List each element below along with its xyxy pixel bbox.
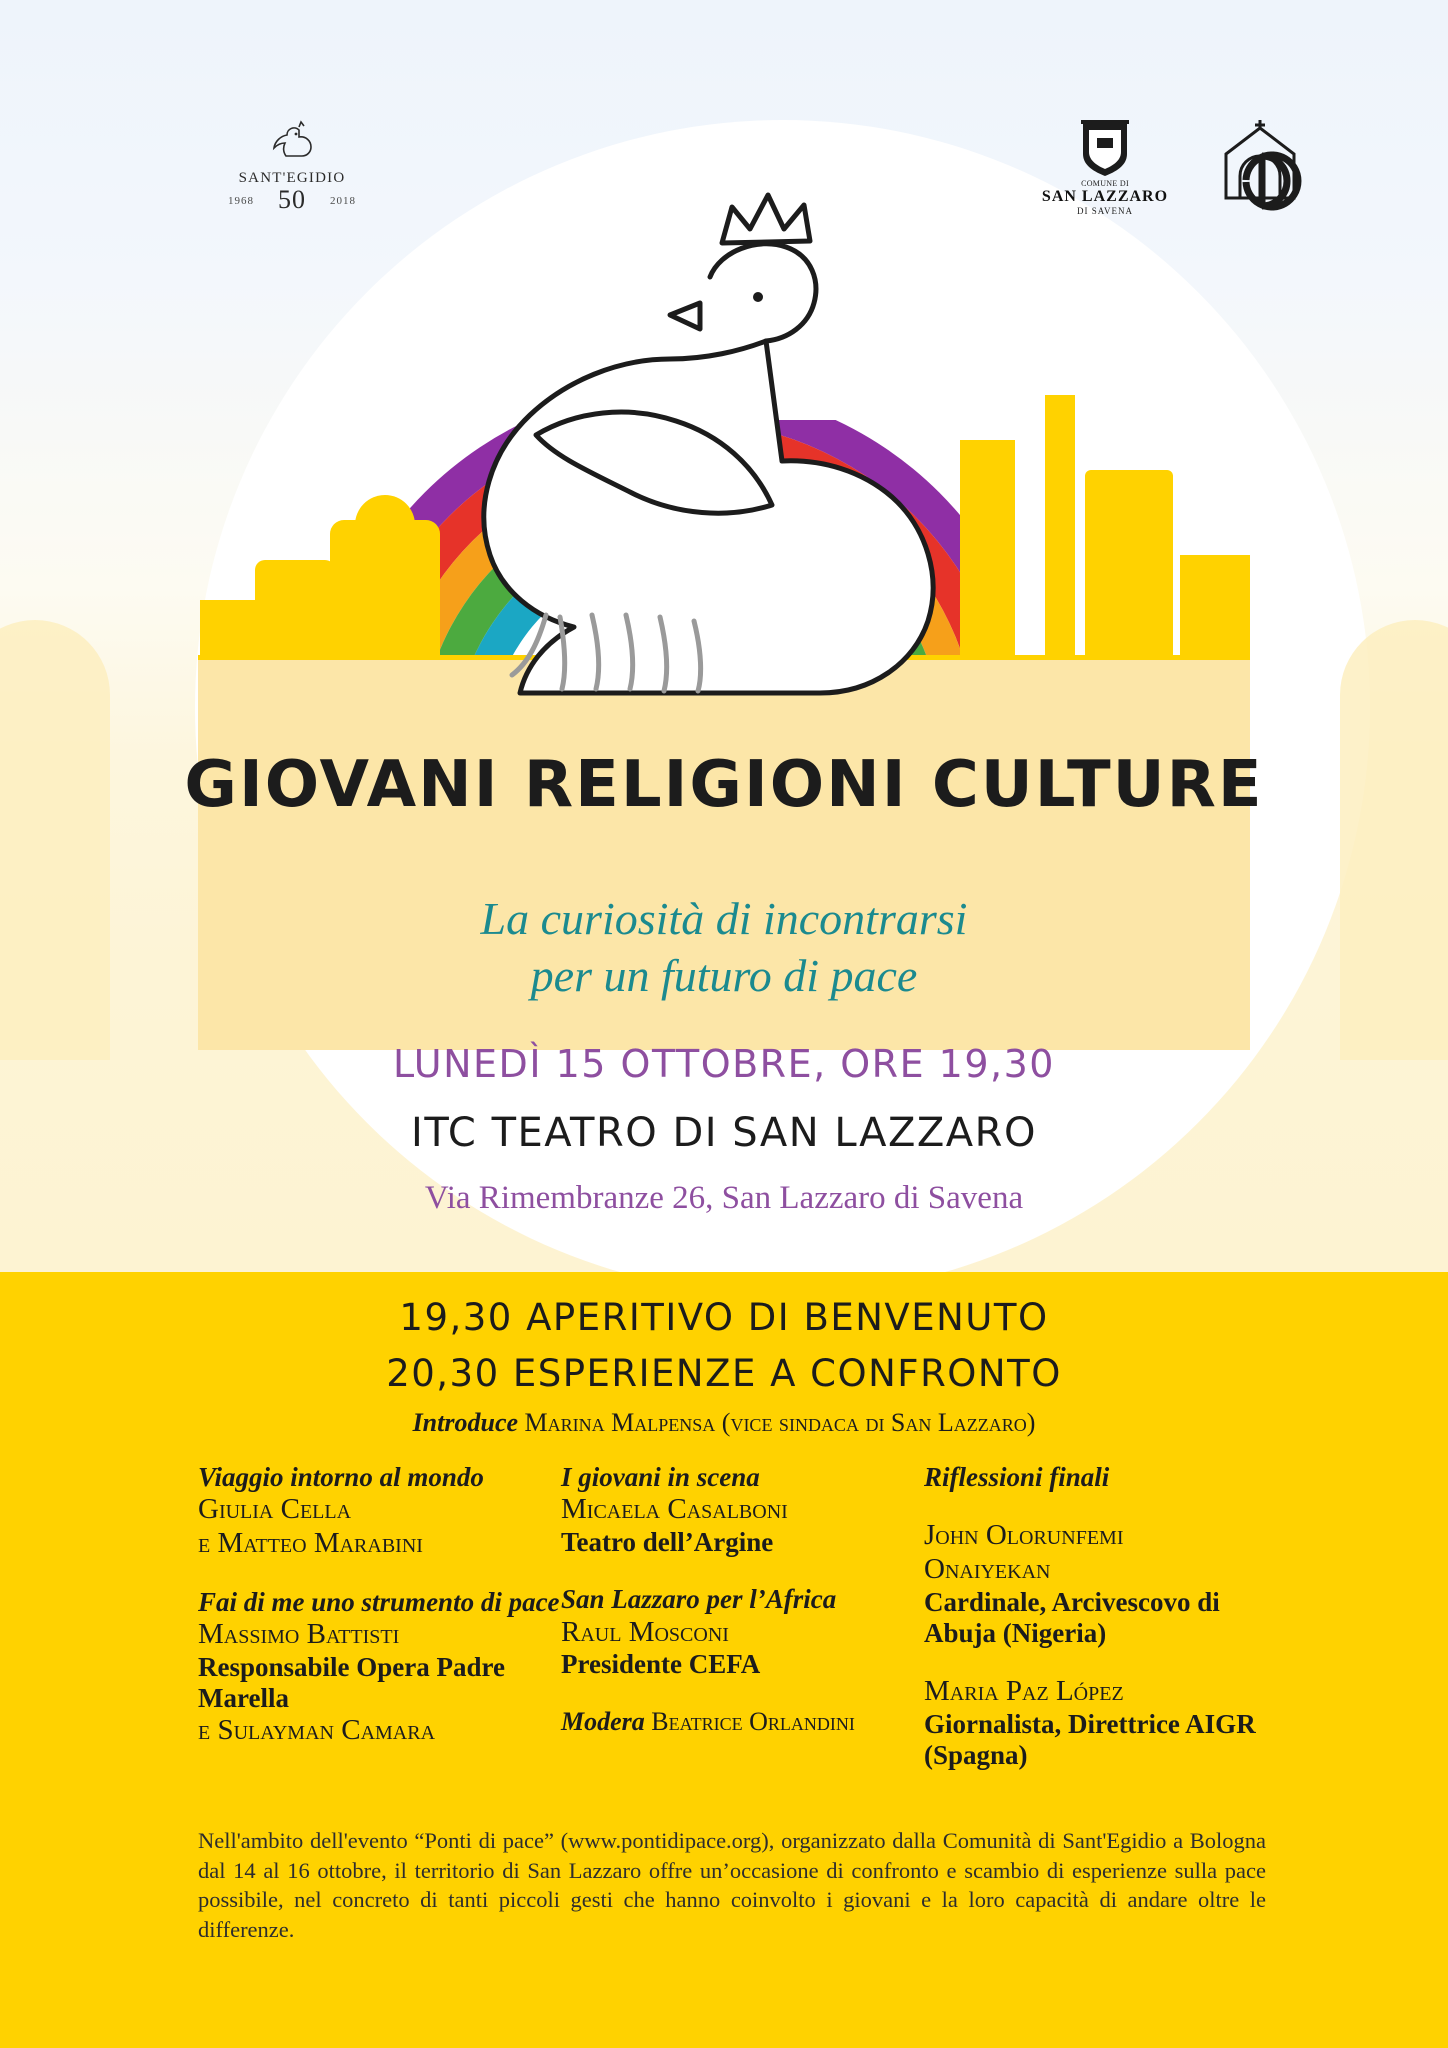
logo-comune-line2: SAN LAZZARO (1041, 188, 1169, 205)
logo-comune-line1: COMUNE DI (1081, 179, 1129, 188)
speaker-name: Raul Mosconi (561, 1615, 729, 1648)
speaker-name: Onaiyekan (924, 1552, 1051, 1585)
speaker-name: Giulia Cella (198, 1493, 352, 1526)
skyline-building (255, 560, 335, 665)
program-schedule (0, 1290, 1448, 1401)
poster-subtitle (0, 890, 1448, 1004)
speaker-block (561, 1584, 924, 1680)
skyline-tower (1045, 395, 1075, 665)
logo-comune-san-lazzaro (1040, 118, 1170, 216)
speaker-block (924, 1462, 1288, 1649)
speakers-columns (198, 1462, 1288, 1797)
poster-subtitle-line2: per un futuro di pace (530, 950, 918, 1002)
dove-icon (269, 120, 315, 166)
speaker-name: Maria Paz López (924, 1675, 1124, 1708)
crest-icon (1079, 118, 1131, 176)
speaker-block (198, 1462, 561, 1561)
speakers-column-3 (924, 1462, 1288, 1797)
skyline-tower (1085, 470, 1173, 665)
speaker-name: e Matteo Marabini (198, 1526, 423, 1559)
speaker-topic: Fai di me uno strumento di pace (198, 1586, 560, 1617)
speaker-topic: Riflessioni finali (924, 1462, 1110, 1492)
speaker-name: e Sulayman Camara (198, 1714, 436, 1747)
speaker-name: Micaela Casalboni (561, 1493, 788, 1526)
event-venue: ITC TEATRO DI SAN LAZZARO (411, 1110, 1037, 1156)
event-address: Via Rimembranze 26, San Lazzaro di Savena (424, 1180, 1024, 1216)
speakers-column-2 (561, 1462, 924, 1797)
speakers-column-1 (198, 1462, 561, 1797)
speaker-block (561, 1462, 924, 1558)
speaker-role: Teatro dell’Argine (561, 1526, 774, 1557)
moderator-block (561, 1707, 924, 1737)
logo-comune-line3: DI SAVENA (1076, 206, 1134, 216)
logo-year-to: 2018 (330, 195, 356, 207)
logo-santegidio (222, 120, 362, 214)
speaker-role: Presidente CEFA (561, 1649, 761, 1680)
introduce-name: Marina Malpensa (524, 1408, 716, 1437)
introduce-role: (vice sindaca di San Lazzaro) (721, 1408, 1036, 1437)
moderator-label: Modera (561, 1706, 645, 1736)
speaker-role: Cardinale, Arcivescovo di Abuja (Nigeria) (924, 1586, 1220, 1648)
moderator-line (561, 1707, 924, 1737)
church-monogram-icon (1200, 110, 1320, 225)
logo-anniversary-number: 50 (278, 185, 306, 214)
speaker-block (198, 1587, 561, 1748)
schedule-line-2: 20,30 ESPERIENZE A CONFRONTO (386, 1351, 1062, 1395)
schedule-line-1: 19,30 APERITIVO DI BENVENUTO (399, 1296, 1049, 1339)
logo-cd (1200, 110, 1320, 225)
poster-subtitle-line1: La curiosità di incontrarsi (480, 893, 968, 944)
poster-title: GIOVANI RELIGIONI CULTURE (184, 748, 1264, 822)
speaker-name: Massimo Battisti (198, 1617, 400, 1650)
speaker-topic: Viaggio intorno al mondo (198, 1462, 484, 1492)
event-date: LUNEDÌ 15 OTTOBRE, ORE 19,30 (393, 1042, 1055, 1086)
dove-illustration (370, 185, 990, 745)
logo-year-from: 1968 (228, 195, 254, 207)
speaker-topic: I giovani in scena (561, 1462, 760, 1492)
speaker-topic: San Lazzaro per l’Africa (561, 1584, 837, 1615)
moderator-name: Beatrice Orlandini (651, 1706, 855, 1736)
speaker-role: Giornalista, Direttrice AIGR (Spagna) (924, 1708, 1256, 1771)
speaker-role: Responsabile Opera Padre Marella (198, 1651, 506, 1713)
introduce-line (0, 1408, 1448, 1438)
introduce-label: Introduce (412, 1408, 519, 1437)
footnote-text: Nell'ambito dell'evento “Ponti di pace” (www.pontidipace.org), organizzato dalla Comunità di Sant'Egidio a Bologna dal 14 al 16 ottobre, il territorio di San Lazzaro offre un’occasione di confronto e scambio di esperienze sulla pace possibile, nel concreto di tanti piccoli gesti che hanno coinvolto i giovani e la loro capacità di andare oltre le differenze. (198, 1828, 1266, 1943)
logo-santegidio-name: SANT'EGIDIO (238, 170, 346, 186)
speaker-block (924, 1675, 1288, 1771)
skyline-tower (1180, 555, 1250, 665)
logo-santegidio-anniversary (222, 185, 362, 214)
speaker-name: John Olorunfemi (924, 1519, 1124, 1552)
